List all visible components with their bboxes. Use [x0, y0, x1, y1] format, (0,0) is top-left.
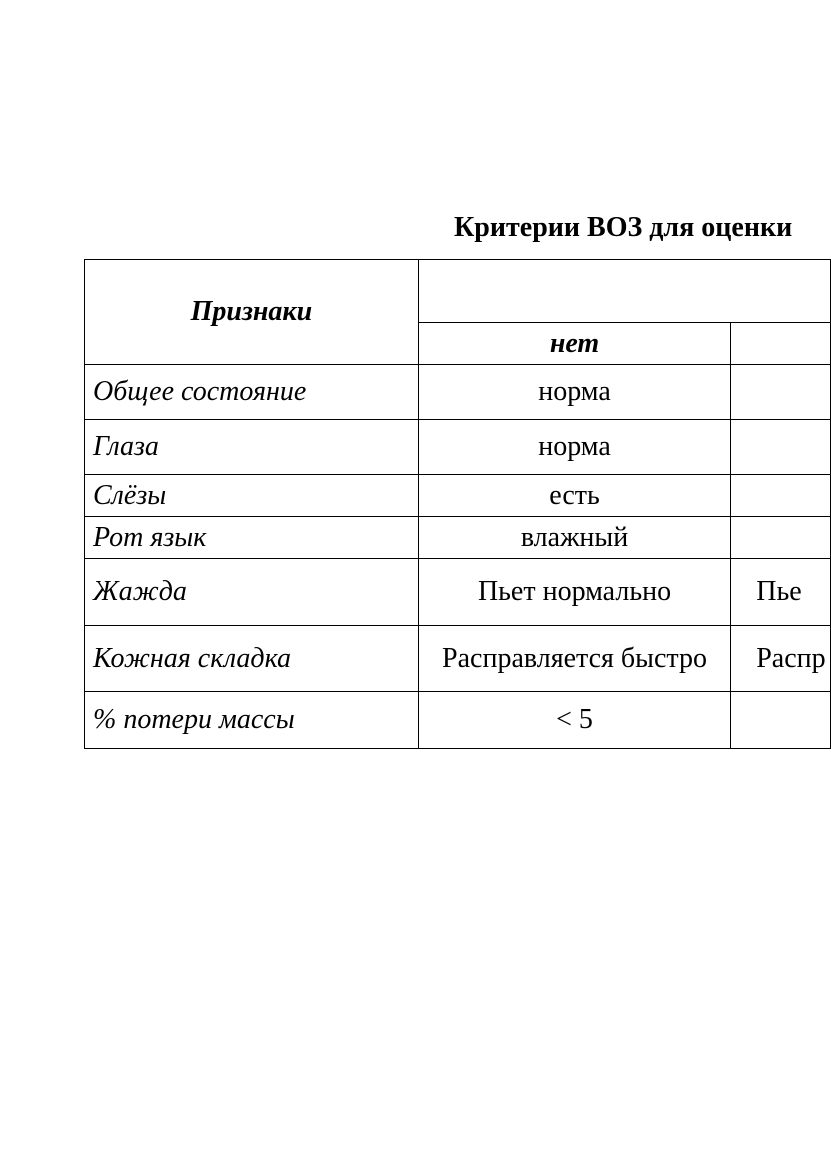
table-row	[85, 559, 831, 626]
cell-next: Распр	[731, 626, 831, 692]
row-label: Глаза	[85, 420, 419, 475]
table-row	[85, 692, 831, 749]
cell-none: есть	[418, 475, 730, 517]
cell-next	[731, 420, 831, 475]
table-row	[85, 517, 831, 559]
cell-none: норма	[418, 365, 730, 420]
row-label: Кожная складка	[85, 626, 419, 692]
cell-none: влажный	[418, 517, 730, 559]
cell-none: Пьет нормально	[418, 559, 730, 626]
header-sub-none: нет	[418, 323, 730, 365]
cell-none: Расправляется быстро	[418, 626, 730, 692]
row-label: Слёзы	[85, 475, 419, 517]
cell-next: Пье	[731, 559, 831, 626]
cell-next	[731, 692, 831, 749]
table-row	[85, 626, 831, 692]
cell-none: < 5	[418, 692, 730, 749]
table-row	[85, 475, 831, 517]
table-row	[85, 365, 831, 420]
header-group	[418, 260, 830, 323]
cell-none: норма	[418, 420, 730, 475]
cell-next	[731, 517, 831, 559]
header-sub-next	[731, 323, 831, 365]
row-label: Жажда	[85, 559, 419, 626]
document-title: Критерии ВОЗ для оценки	[454, 212, 793, 243]
table-row	[85, 420, 831, 475]
row-label: % потери массы	[85, 692, 419, 749]
row-label: Общее состояние	[85, 365, 419, 420]
cell-next	[731, 365, 831, 420]
who-criteria-table	[84, 259, 831, 749]
header-row-top	[85, 260, 831, 323]
cell-next	[731, 475, 831, 517]
row-label: Рот язык	[85, 517, 419, 559]
header-signs: Признаки	[85, 260, 419, 365]
